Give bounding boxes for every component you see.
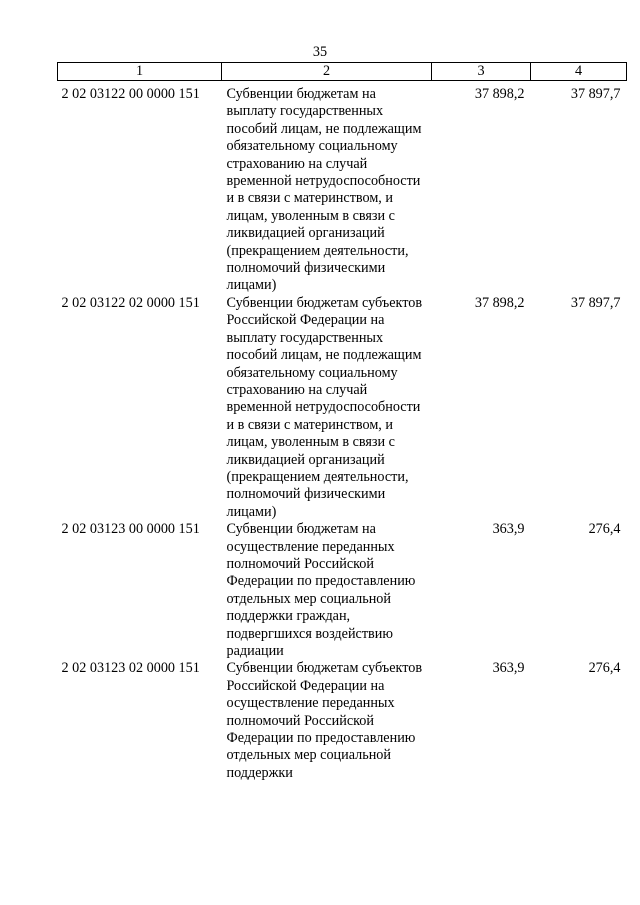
row-code: 2 02 03122 00 0000 151	[61, 86, 200, 102]
table-row	[58, 660, 627, 782]
row-description: Субвенции бюджетам на осуществление переданных полномочий Российской Федерации по предоставлению отдельных мер социальной поддержки граждан, подвергшихся воздействию радиации	[226, 521, 416, 659]
row-description: Субвенции бюджетам субъектов Российской Федерации на осуществление переданных полномочий Российской Федерации по предоставлению отдельных мер социальной поддержки	[226, 660, 423, 781]
column-header-3: 3	[432, 63, 531, 81]
table-row	[58, 521, 627, 660]
row-value-col3: 363,9	[492, 660, 525, 677]
row-value-col4: 37 897,7	[570, 294, 621, 311]
row-description: Субвенции бюджетам на выплату государственных пособий лицам, не подлежащим обязательному социальному страхованию на случай временной нетрудоспособности и в связи с материнством, и лицам, уволенным в связи с ликвидацией организаций (прекращением деятельности, полномочий физическими лицами)	[226, 86, 422, 294]
table-header-row	[58, 63, 627, 81]
table-row	[58, 81, 627, 295]
table-row	[58, 295, 627, 521]
row-value-col4: 37 897,7	[570, 86, 621, 102]
budget-table	[57, 62, 627, 782]
column-header-2: 2	[222, 63, 432, 81]
column-header-1: 1	[58, 63, 222, 81]
row-code: 2 02 03123 02 0000 151	[61, 660, 200, 677]
row-value-col4: 276,4	[588, 521, 621, 538]
row-value-col3: 37 898,2	[474, 86, 525, 102]
row-value-col4: 276,4	[588, 660, 621, 677]
row-code: 2 02 03123 00 0000 151	[61, 521, 200, 538]
page-number: 35	[312, 44, 328, 60]
row-value-col3: 37 898,2	[474, 294, 525, 311]
row-code: 2 02 03122 02 0000 151	[61, 294, 200, 311]
row-description: Субвенции бюджетам субъектов Российской Федерации на выплату государственных пособий лицам, не подлежащим обязательному социальному страхованию на случай временной нетрудоспособности и в связи с материнством, и лицам, уволенным в связи с ликвидацией организаций (прекращением деятельности, полномочий физическими лицами)	[226, 294, 423, 520]
column-header-4: 4	[531, 63, 627, 81]
row-value-col3: 363,9	[492, 521, 525, 538]
